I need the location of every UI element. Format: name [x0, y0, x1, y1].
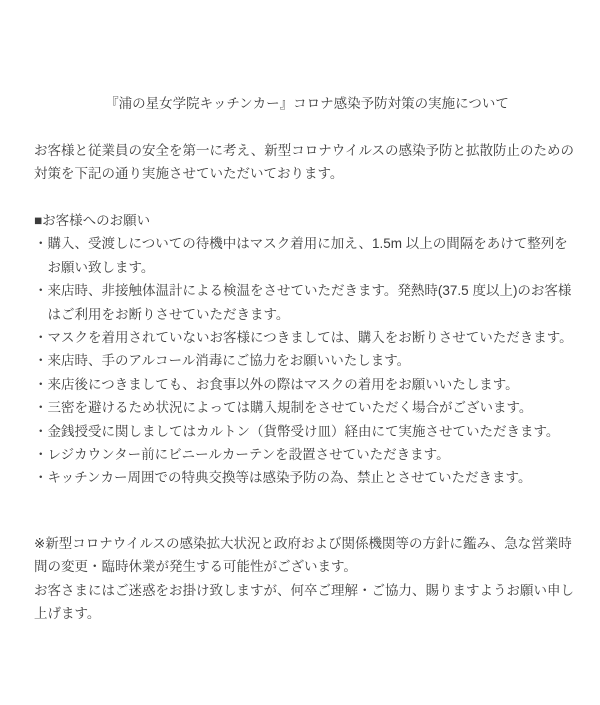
list-item: ・来店時、手のアルコール消毒にご協力をお願いいたします。	[34, 353, 411, 369]
list-item: ・三密を避けるため状況によっては購入規制をさせていただく場合がございます。	[34, 400, 533, 416]
list-item: ・来店後につきましても、お食事以外の際はマスクの着用をお願いいたします。	[34, 376, 519, 392]
note-paragraph: お客さまにはご迷惑をお掛け致しますが、何卒ご理解・ご協力、賜りますようお願い申し上げます。	[34, 582, 574, 622]
request-list	[34, 232, 580, 489]
closing-notes	[34, 532, 580, 626]
note-paragraph: ※新型コロナウイルスの感染拡大状況と政府および関係機関等の方針に鑑み、急な営業時間の変更・臨時休業が発生する可能性がございます。	[34, 535, 572, 575]
section-heading-customer-requests: ■お客様へのお願い	[34, 213, 151, 228]
document-title: 『浦の星女学院キッチンカー』コロナ感染予防対策の実施について	[105, 96, 509, 111]
intro-paragraph: お客様と従業員の安全を第一に考え、新型コロナウイルスの感染予防と拡散防止のための対策を下記の通り実施させていただいております。	[34, 142, 574, 182]
list-item: ・マスクを着用されていないお客様につきましては、購入をお断りさせていただきます。	[34, 330, 573, 346]
list-item: ・来店時、非接触体温計による検温をさせていただきます。発熱時(37.5 度以上)のお客様はご利用をお断りさせていただきます。	[34, 283, 572, 322]
list-item: ・レジカウンター前にビニールカーテンを設置させていただきます。	[34, 447, 450, 463]
list-item: ・キッチンカー周囲での特典交換等は感染予防の為、禁止とさせていただきます。	[34, 470, 532, 486]
list-item: ・金銭授受に関しましてはカルトン（貨幣受け皿）経由にて実施させていただきます。	[34, 423, 560, 439]
list-item: ・購入、受渡しについての待機中はマスク着用に加え、1.5m 以上の間隔をあけて整列をお願い致します。	[34, 236, 568, 275]
